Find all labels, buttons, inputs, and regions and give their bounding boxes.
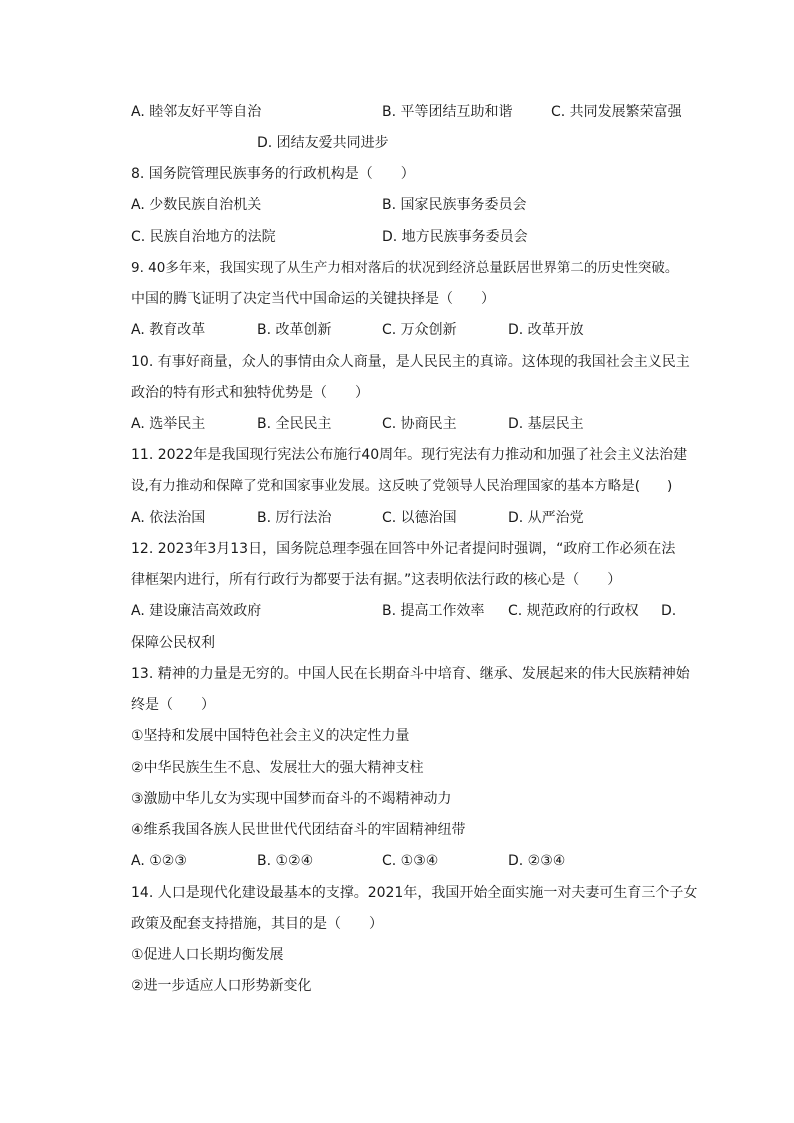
- q12-stem-line2: 律框架内进行，所有行政行为都要于法有据。”这表明依法行政的核心是（ ）: [131, 572, 622, 588]
- q12-option-b: B. 提高工作效率: [382, 603, 485, 619]
- q11-option-a: A. 依法治国: [131, 510, 206, 526]
- q13-option-c: C. ①③④: [382, 853, 439, 869]
- q14-statement-1: ①促进人口长期均衡发展: [131, 947, 284, 963]
- q14-stem-line1: 14. 人口是现代化建设最基本的支撑。2021年，我国开始全面实施一对夫妻可生育三个子女: [131, 885, 698, 901]
- q10-option-a: A. 选举民主: [131, 416, 206, 432]
- q13-statement-3: ③激励中华儿女为实现中国梦而奋斗的不竭精神动力: [131, 791, 452, 807]
- q13-statement-1: ①坚持和发展中国特色社会主义的决定性力量: [131, 728, 410, 744]
- q13-statement-2: ②中华民族生生不息、发展壮大的强大精神支柱: [131, 760, 424, 776]
- q10-option-c: C. 协商民主: [382, 416, 457, 432]
- q10-option-b: B. 全民民主: [257, 416, 332, 432]
- q11-option-b: B. 厉行法治: [257, 510, 332, 526]
- q14-statement-2: ②进一步适应人口形势新变化: [131, 978, 312, 994]
- q14-stem-line2: 政策及配套支持措施，其目的是（ ）: [131, 916, 383, 932]
- q9-option-c: C. 万众创新: [382, 322, 457, 338]
- q9-option-b: B. 改革创新: [257, 322, 332, 338]
- q13-stem-line1: 13. 精神的力量是无穷的。中国人民在长期奋斗中培育、继承、发展起来的伟大民族精神始: [131, 666, 690, 682]
- q8-option-d: D. 地方民族事务委员会: [382, 229, 528, 245]
- q12-option-d-text: 保障公民权利: [131, 635, 215, 651]
- q11-option-c: C. 以德治国: [382, 510, 457, 526]
- q9-stem-line1: 9. 40多年来，我国实现了从生产力相对落后的状况到经济总量跃居世界第二的历史性突破。: [131, 260, 679, 276]
- q11-option-d: D. 从严治党: [508, 510, 584, 526]
- q8-option-b: B. 国家民族事务委员会: [382, 197, 527, 213]
- q8-stem: 8. 国务院管理民族事务的行政机构是（ ）: [131, 166, 415, 182]
- q7-option-c: C. 共同发展繁荣富强: [551, 104, 682, 120]
- q7-option-d: D. 团结友爱共同进步: [257, 135, 389, 151]
- q12-option-d-label: D.: [661, 603, 677, 619]
- q10-stem-line2: 政治的特有形式和独特优势是（ ）: [131, 385, 369, 401]
- q11-stem-line1: 11. 2022年是我国现行宪法公布施行40周年。现行宪法有力推动和加强了社会主义法治建: [131, 447, 688, 463]
- q10-stem-line1: 10. 有事好商量，众人的事情由众人商量，是人民民主的真谛。这体现的我国社会主义民主: [131, 354, 690, 370]
- q12-option-a: A. 建设廉洁高效政府: [131, 603, 262, 619]
- q13-option-d: D. ②③④: [508, 853, 566, 869]
- q13-stem-line2: 终是（ ）: [131, 697, 215, 713]
- q8-option-a: A. 少数民族自治机关: [131, 197, 262, 213]
- q13-option-b: B. ①②④: [257, 853, 314, 869]
- q11-stem-line2: 设,有力推动和保障了党和国家事业发展。这反映了党领导人民治理国家的基本方略是( ): [131, 478, 673, 494]
- q7-option-a: A. 睦邻友好平等自治: [131, 104, 262, 120]
- q7-option-b: B. 平等团结互助和谐: [382, 104, 513, 120]
- q9-option-a: A. 教育改革: [131, 322, 206, 338]
- q8-option-c: C. 民族自治地方的法院: [131, 229, 276, 245]
- q9-option-d: D. 改革开放: [508, 322, 584, 338]
- q12-option-c: C. 规范政府的行政权: [508, 603, 639, 619]
- q13-statement-4: ④维系我国各族人民世世代代团结奋斗的牢固精神纽带: [131, 822, 466, 838]
- q9-stem-line2: 中国的腾飞证明了决定当代中国命运的关键抉择是（ ）: [131, 291, 495, 307]
- q10-option-d: D. 基层民主: [508, 416, 584, 432]
- q12-stem-line1: 12. 2023年3月13日，国务院总理李强在回答中外记者提问时强调，“政府工作必须在法: [131, 541, 676, 557]
- q13-option-a: A. ①②③: [131, 853, 187, 869]
